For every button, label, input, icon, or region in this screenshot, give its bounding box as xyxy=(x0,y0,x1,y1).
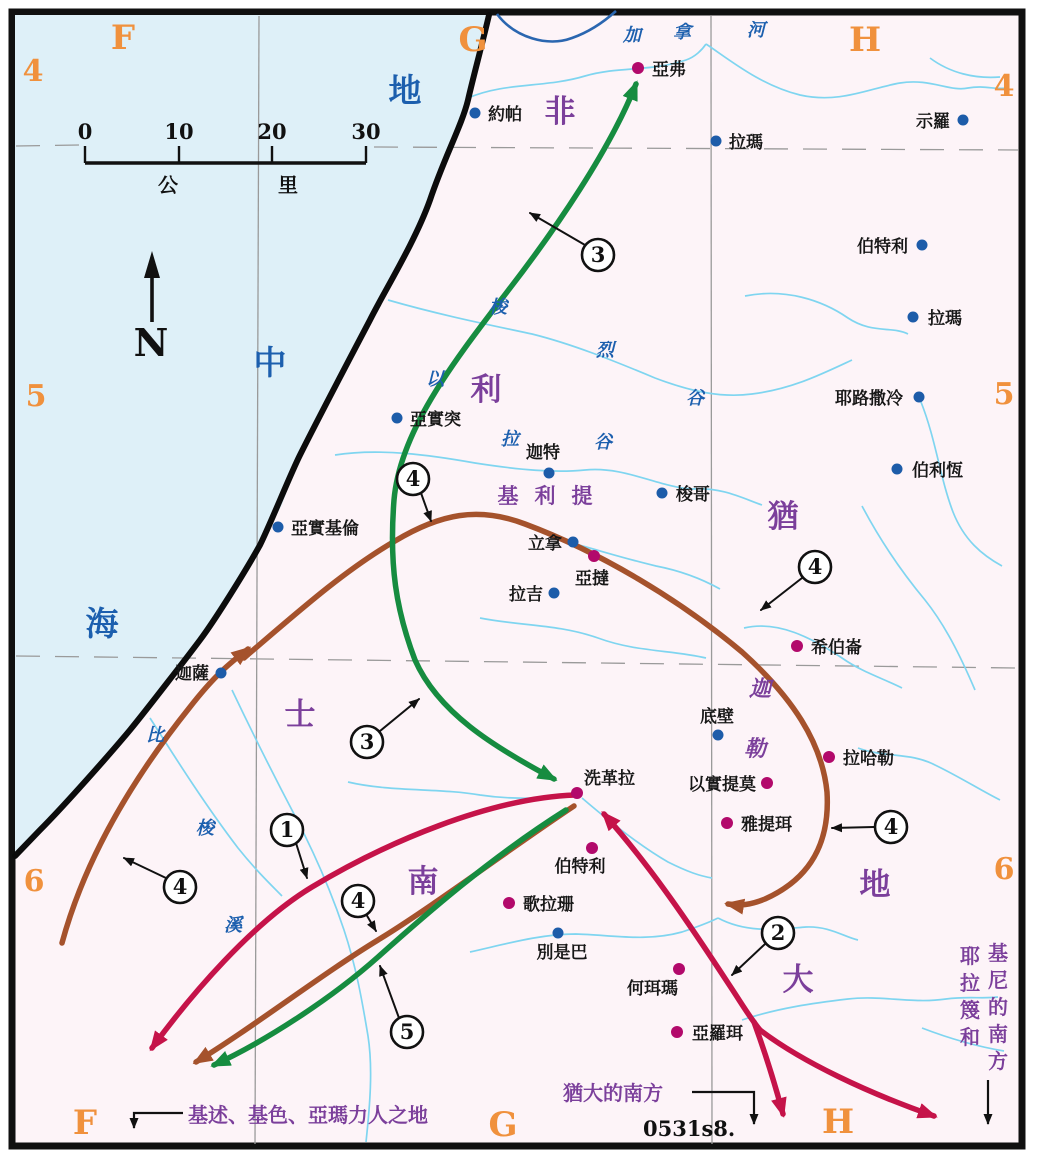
svg-text:大: 大 xyxy=(782,962,814,997)
svg-text:的: 的 xyxy=(988,997,1008,1019)
svg-text:梭哥: 梭哥 xyxy=(676,485,710,504)
svg-text:拉吉: 拉吉 xyxy=(509,585,543,604)
svg-text:3: 3 xyxy=(359,729,375,754)
svg-text:亞弗: 亞弗 xyxy=(652,60,686,79)
svg-text:谷: 谷 xyxy=(594,432,612,452)
svg-text:耶路撒冷: 耶路撒冷 xyxy=(835,389,903,408)
grid-col-g-bottom: G xyxy=(488,1105,518,1145)
map-code: 0531s8. xyxy=(643,1116,736,1141)
svg-text:河: 河 xyxy=(747,20,765,40)
grid-col-g-top: G xyxy=(458,20,488,60)
svg-text:勒: 勒 xyxy=(743,736,767,761)
grid-col-h-bottom: H xyxy=(821,1102,855,1142)
svg-text:拿: 拿 xyxy=(673,22,691,42)
svg-text:溪: 溪 xyxy=(224,915,242,935)
scale-unit: 公 xyxy=(158,175,178,197)
svg-text:士: 士 xyxy=(284,697,316,732)
svg-text:亞羅珥: 亞羅珥 xyxy=(692,1024,743,1043)
scale-tick-10: 10 xyxy=(164,119,194,144)
svg-text:拉: 拉 xyxy=(501,429,519,449)
svg-text:拉: 拉 xyxy=(960,973,980,995)
svg-text:里: 里 xyxy=(278,175,298,197)
grid-row-6-right: 6 xyxy=(993,852,1015,887)
svg-text:4: 4 xyxy=(807,554,823,579)
river-besor-label: 比 xyxy=(146,725,164,745)
grid-col-f-bottom: F xyxy=(72,1103,98,1143)
svg-text:4: 4 xyxy=(350,888,366,913)
river-elah-label: 以 xyxy=(426,369,444,389)
svg-text:何珥瑪: 何珥瑪 xyxy=(627,979,678,998)
svg-text:亞實突: 亞實突 xyxy=(410,410,461,429)
river-kanah-label: 加 xyxy=(623,25,641,45)
svg-text:方: 方 xyxy=(988,1051,1008,1073)
svg-text:2: 2 xyxy=(770,920,786,945)
svg-text:底壁: 底壁 xyxy=(700,707,734,726)
svg-text:1: 1 xyxy=(279,817,295,842)
svg-text:基: 基 xyxy=(988,943,1008,965)
scale-tick-30: 30 xyxy=(351,119,381,144)
svg-text:迦特: 迦特 xyxy=(526,443,560,462)
svg-text:別是巴: 別是巴 xyxy=(536,943,588,962)
svg-text:4: 4 xyxy=(883,814,899,839)
svg-text:亞撻: 亞撻 xyxy=(575,569,609,588)
svg-text:亞實基倫: 亞實基倫 xyxy=(291,519,359,538)
grid-row-4-right: 4 xyxy=(993,69,1015,104)
svg-text:立拿: 立拿 xyxy=(528,534,562,553)
svg-text:提: 提 xyxy=(571,485,597,508)
grid-col-f-top: F xyxy=(110,18,136,58)
svg-text:迦薩: 迦薩 xyxy=(175,664,209,683)
svg-text:耶: 耶 xyxy=(960,946,980,968)
svg-text:拉瑪: 拉瑪 xyxy=(928,309,962,328)
svg-text:示羅: 示羅 xyxy=(916,112,950,131)
svg-text:伯利恆: 伯利恆 xyxy=(912,461,963,480)
svg-text:南: 南 xyxy=(988,1024,1008,1046)
svg-text:3: 3 xyxy=(590,242,606,267)
svg-text:拉哈勒: 拉哈勒 xyxy=(843,749,894,768)
grid-row-5-right: 5 xyxy=(993,377,1015,412)
scale-tick-20: 20 xyxy=(257,119,287,144)
svg-text:希伯崙: 希伯崙 xyxy=(811,638,862,657)
region-caleb: 迦 xyxy=(748,676,772,701)
svg-text:拉瑪: 拉瑪 xyxy=(729,133,763,152)
region-philistia: 非 xyxy=(544,94,576,129)
grid-row-4-left: 4 xyxy=(22,54,44,89)
grid-col-h-top: H xyxy=(848,20,882,60)
svg-text:梭: 梭 xyxy=(196,818,214,838)
svg-text:谷: 谷 xyxy=(686,388,704,408)
svg-text:地: 地 xyxy=(859,867,891,902)
sea-char-3: 海 xyxy=(85,605,119,642)
svg-text:利: 利 xyxy=(470,372,502,407)
svg-text:洗革拉: 洗革拉 xyxy=(584,769,635,788)
svg-text:歌拉珊: 歌拉珊 xyxy=(523,895,574,914)
region-cherethites: 基 xyxy=(497,485,523,508)
svg-text:利: 利 xyxy=(534,485,560,508)
grid-row-6-left: 6 xyxy=(23,864,45,899)
svg-text:5: 5 xyxy=(399,1019,415,1044)
svg-text:雅提珥: 雅提珥 xyxy=(741,815,792,834)
river-sorek-label: 梭 xyxy=(489,297,507,317)
svg-text:猶大的南方: 猶大的南方 xyxy=(563,1083,663,1105)
svg-text:烈: 烈 xyxy=(596,340,614,360)
svg-text:伯特利: 伯特利 xyxy=(554,857,606,876)
svg-text:4: 4 xyxy=(405,466,421,491)
svg-text:篾: 篾 xyxy=(960,1000,980,1022)
svg-text:約帕: 約帕 xyxy=(488,105,522,124)
sea-char-2: 中 xyxy=(253,344,287,381)
region-negev: 南 xyxy=(407,864,439,899)
north-label: N xyxy=(133,320,169,365)
svg-text:伯特利: 伯特利 xyxy=(857,237,908,256)
region-judah: 猶 xyxy=(767,499,799,534)
svg-text:尼: 尼 xyxy=(988,970,1008,992)
svg-text:和: 和 xyxy=(960,1027,980,1049)
sea-char-1: 地 xyxy=(388,72,422,109)
svg-text:4: 4 xyxy=(172,874,188,899)
svg-text:基述、基色、亞瑪力人之地: 基述、基色、亞瑪力人之地 xyxy=(188,1105,428,1127)
svg-text:以實提莫: 以實提莫 xyxy=(688,775,756,794)
scale-tick-0: 0 xyxy=(77,119,93,144)
grid-row-5-left: 5 xyxy=(25,379,47,414)
